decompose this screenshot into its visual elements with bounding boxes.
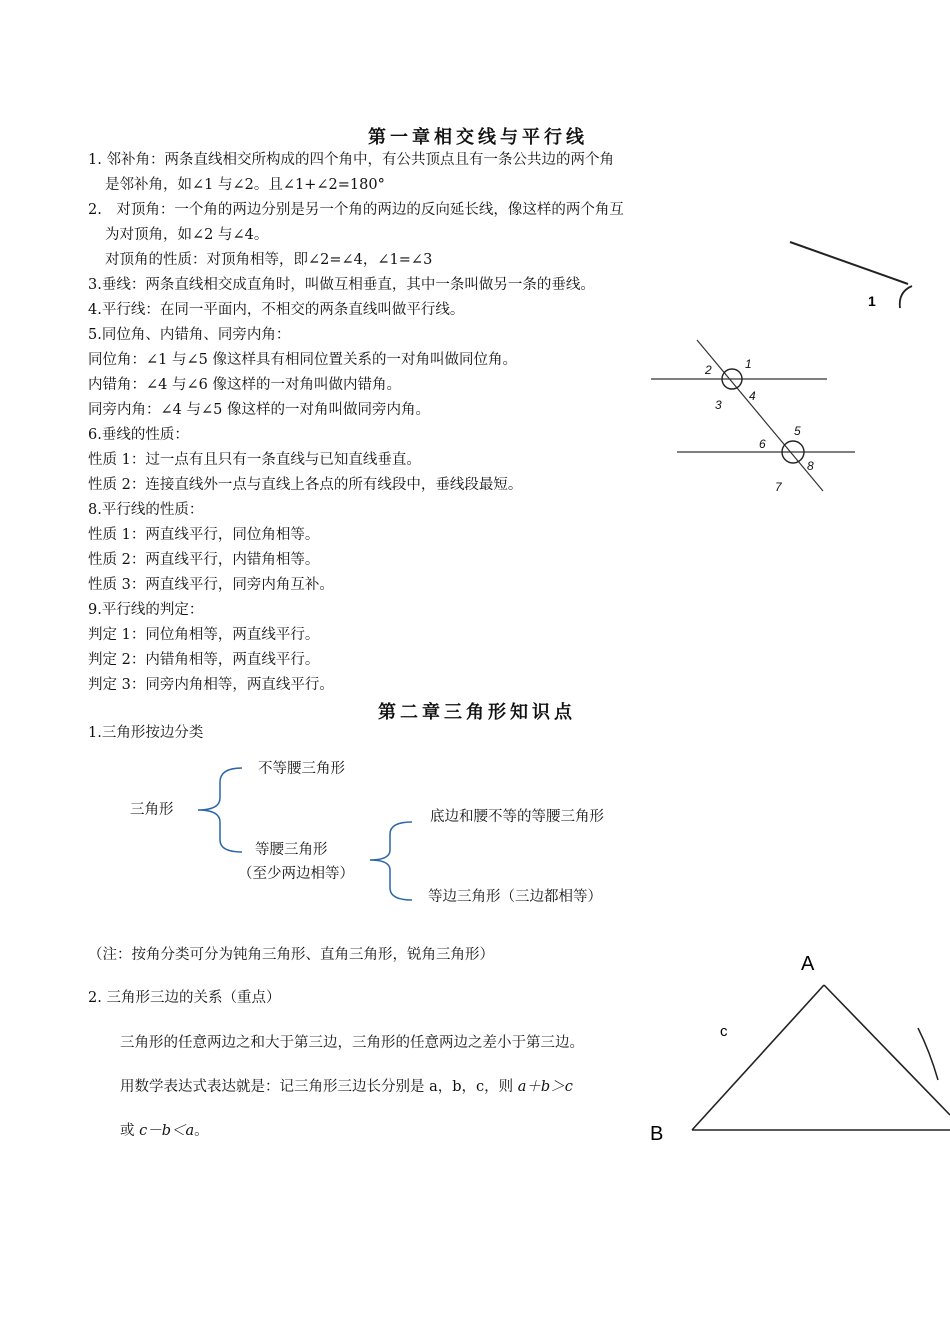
ch1-line-18: 性质 3：两直线平行，同旁内角互补。 xyxy=(88,577,334,593)
parallel-lines-figure xyxy=(645,335,860,500)
formula-math-2: c－b＜a xyxy=(139,1123,195,1139)
transversal-line xyxy=(697,340,823,491)
ch1-line-9: 同位角：∠1 与∠5 像这样具有相同位置关系的一对角叫做同位角。 xyxy=(88,352,517,368)
angle-figure xyxy=(780,230,950,320)
ch2-section1: 1.三角形按边分类 xyxy=(88,725,204,741)
triangle-figure xyxy=(640,940,950,1140)
formula-prefix: 用数学表达式表达就是：记三角形三边长分别是 a，b，c，则 xyxy=(120,1079,518,1095)
tree-equilateral: 等边三角形（三边都相等） xyxy=(428,889,602,905)
ch1-line-11: 同旁内角：∠4 与∠5 像这样的一对角叫做同旁内角。 xyxy=(88,402,430,418)
tree-isosceles-note: （至少两边相等） xyxy=(238,866,354,882)
parallel-label-1: 1 xyxy=(745,357,752,371)
classification-brackets xyxy=(190,760,420,910)
ch1-line-21: 判定 2：内错角相等，两直线平行。 xyxy=(88,652,320,668)
ch1-line-16: 性质 1：两直线平行，同位角相等。 xyxy=(88,527,320,543)
tree-root: 三角形 xyxy=(130,802,174,818)
tree-isosceles: 等腰三角形 xyxy=(255,842,328,858)
triangle-side-c: c xyxy=(720,1023,728,1040)
ch1-line-1: 1. 邻补角：两条直线相交所构成的四个角中，有公共顶点且有一条公共边的两个角 xyxy=(88,152,614,168)
angle-label-1: 1 xyxy=(868,293,876,309)
triangle-inequality-text: 三角形的任意两边之和大于第三边，三角形的任意两边之差小于第三边。 xyxy=(120,1035,584,1051)
formula-or: 或 xyxy=(120,1123,140,1139)
ch1-line-22: 判定 3：同旁内角相等，两直线平行。 xyxy=(88,677,334,693)
tree-scalene: 不等腰三角形 xyxy=(258,761,345,777)
ch1-line-7: 4.平行线：在同一平面内，不相交的两条直线叫做平行线。 xyxy=(88,302,465,318)
ch1-line-19: 9.平行线的判定： xyxy=(88,602,204,618)
triangle-vertex-a: A xyxy=(801,953,815,975)
ch1-line-12: 6.垂线的性质： xyxy=(88,427,189,443)
parallel-label-5: 5 xyxy=(794,424,801,438)
parallel-label-8: 8 xyxy=(807,459,814,473)
parallel-label-7: 7 xyxy=(775,480,782,494)
ch1-line-4: 为对顶角，如∠2 与∠4。 xyxy=(105,227,269,243)
formula-period: 。 xyxy=(194,1123,209,1139)
triangle-inequality-formula-2 xyxy=(120,1121,209,1141)
chapter2-title: 第二章三角形知识点 xyxy=(378,702,576,723)
ch1-line-3: 2. 对顶角：一个角的两边分别是另一个角的两边的反向延长线，像这样的两个角互 xyxy=(88,202,624,218)
tree-non-equilateral: 底边和腰不等的等腰三角形 xyxy=(430,809,604,825)
ch1-line-5: 对顶角的性质：对顶角相等，即∠2=∠4，∠1=∠3 xyxy=(105,252,433,268)
ch1-line-10: 内错角：∠4 与∠6 像这样的一对角叫做内错角。 xyxy=(88,377,401,393)
parallel-label-6: 6 xyxy=(759,437,766,451)
triangle-vertex-b: B xyxy=(650,1123,664,1140)
ch1-line-2: 是邻补角，如∠1 与∠2。且∠1+∠2=180° xyxy=(105,177,385,193)
ch1-line-17: 性质 2：两直线平行，内错角相等。 xyxy=(88,552,320,568)
parallel-label-4: 4 xyxy=(749,389,756,403)
angle-classification-note: （注：按角分类可分为钝角三角形、直角三角形，锐角三角形） xyxy=(88,947,494,963)
formula-math-1: a＋b＞c xyxy=(517,1079,573,1095)
parallel-label-2: 2 xyxy=(705,363,712,377)
ch1-line-8: 5.同位角、内错角、同旁内角： xyxy=(88,327,291,343)
chapter1-title: 第一章相交线与平行线 xyxy=(368,127,588,148)
ch1-line-14: 性质 2：连接直线外一点与直线上各点的所有线段中，垂线段最短。 xyxy=(88,477,523,493)
parallel-label-3: 3 xyxy=(715,398,722,412)
ch1-line-15: 8.平行线的性质： xyxy=(88,502,204,518)
ch1-line-6: 3.垂线：两条直线相交成直角时，叫做互相垂直，其中一条叫做另一条的垂线。 xyxy=(88,277,595,293)
ch2-section2: 2. 三角形三边的关系（重点） xyxy=(88,990,281,1006)
ch1-line-13: 性质 1：过一点有且只有一条直线与已知直线垂直。 xyxy=(88,452,421,468)
triangle-inequality-formula xyxy=(120,1077,573,1097)
ch1-line-20: 判定 1：同位角相等，两直线平行。 xyxy=(88,627,320,643)
